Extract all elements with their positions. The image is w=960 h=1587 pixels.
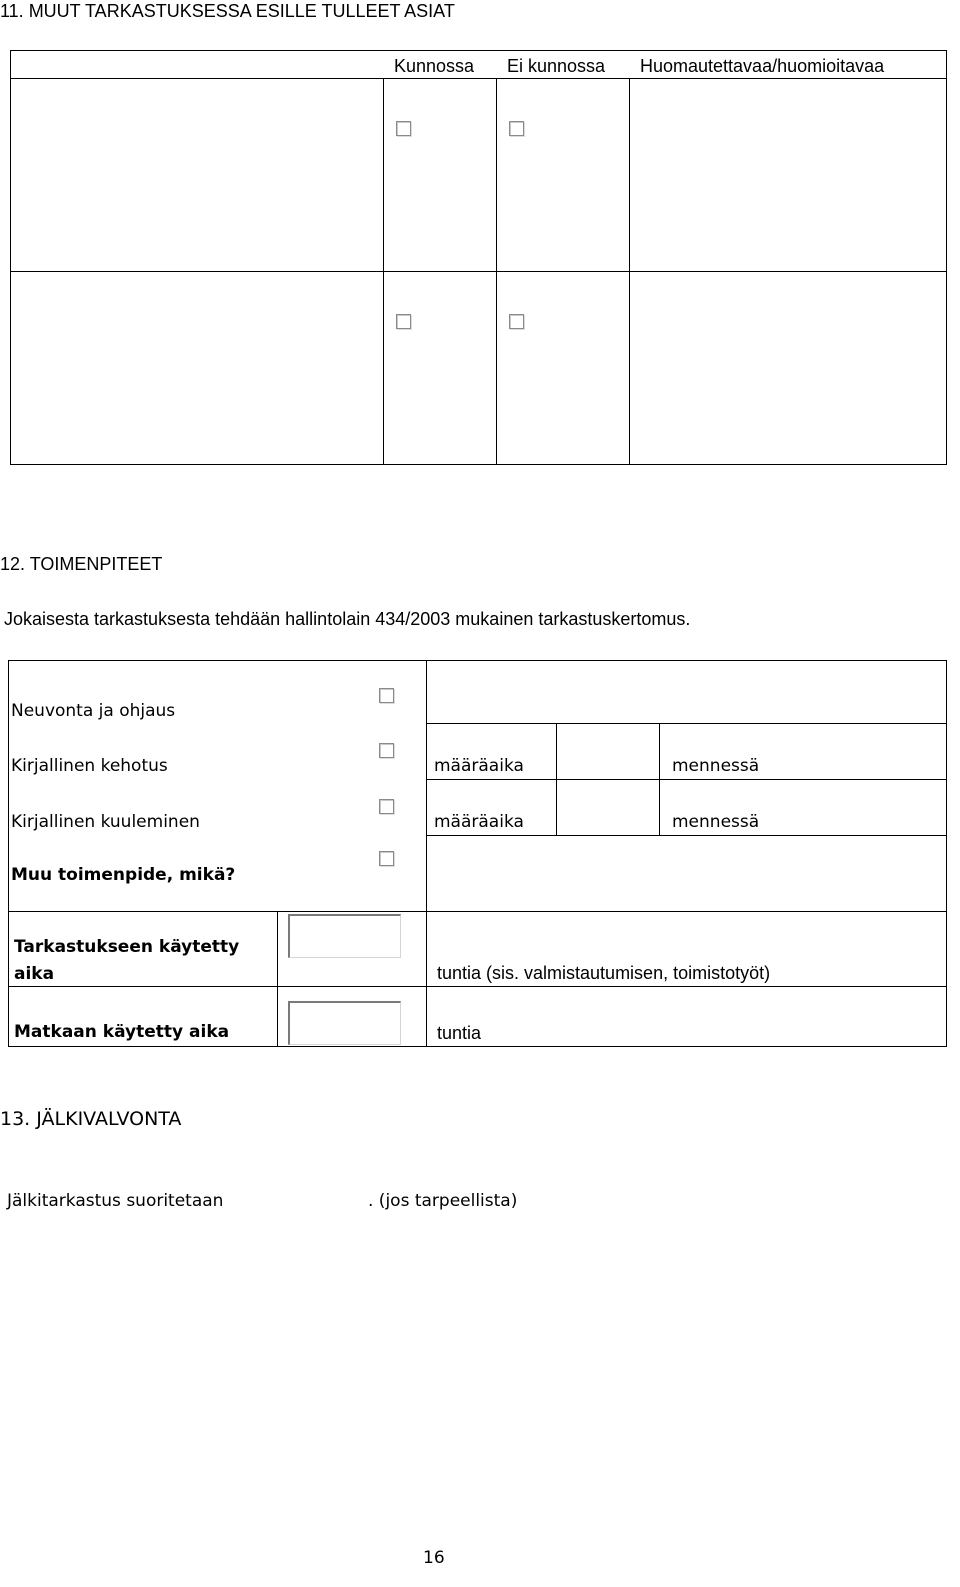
notice-deadline-date-field[interactable] <box>557 724 659 779</box>
row-written-hearing-label: Kirjallinen kuuleminen <box>11 812 200 832</box>
row2-ok-checkbox[interactable] <box>396 314 411 329</box>
travel-time-hours-label: tuntia <box>437 1023 482 1043</box>
page-number: 16 <box>423 1548 445 1568</box>
time-used-hours-note: tuntia (sis. valmistautumisen, toimistotyöt) <box>437 963 771 983</box>
notice-by-label: mennessä <box>672 756 760 776</box>
row2-remarks-cell[interactable] <box>630 272 946 464</box>
time-used-input[interactable] <box>288 914 401 958</box>
row1-ok-checkbox[interactable] <box>396 121 411 136</box>
row1-item-cell[interactable] <box>11 79 383 271</box>
written-notice-checkbox[interactable] <box>379 743 394 758</box>
travel-time-input[interactable] <box>288 1001 401 1045</box>
header-ok: Kunnossa <box>394 56 475 76</box>
row-written-notice-label: Kirjallinen kehotus <box>11 756 168 776</box>
followup-date-field[interactable] <box>245 1188 365 1214</box>
notice-deadline-label: määräaika <box>434 756 524 776</box>
row-advice-label: Neuvonta ja ohjaus <box>11 701 176 721</box>
header-remarks: Huomautettavaa/huomioitavaa <box>640 56 885 76</box>
section-11-title: 11. MUUT TARKASTUKSESSA ESILLE TULLEET ASIAT <box>0 1 455 21</box>
followup-prefix: Jälkitarkastus suoritetaan <box>7 1191 224 1211</box>
hearing-by-label: mennessä <box>672 812 760 832</box>
hearing-deadline-label: määräaika <box>434 812 524 832</box>
time-used-label: Tarkastukseen käytetty aika <box>14 937 240 984</box>
header-not-ok: Ei kunnossa <box>507 56 606 76</box>
other-action-checkbox[interactable] <box>379 851 394 866</box>
row-other-action-label: Muu toimenpide, mikä? <box>11 865 236 885</box>
section-12-title: 12. TOIMENPITEET <box>0 554 163 574</box>
written-hearing-checkbox[interactable] <box>379 799 394 814</box>
travel-time-label: Matkaan käytetty aika <box>14 1022 230 1042</box>
hearing-deadline-date-field[interactable] <box>557 780 659 835</box>
section-12-intro: Jokaisesta tarkastuksesta tehdään hallintolain 434/2003 mukainen tarkastuskertomus. <box>4 609 691 629</box>
followup-suffix: . (jos tarpeellista) <box>368 1191 518 1211</box>
advice-checkbox[interactable] <box>379 688 394 703</box>
other-action-description-field[interactable] <box>427 836 946 911</box>
section-13-title: 13. JÄLKIVALVONTA <box>0 1108 182 1130</box>
row2-item-cell[interactable] <box>11 272 383 464</box>
row1-not-ok-checkbox[interactable] <box>509 121 524 136</box>
row2-not-ok-checkbox[interactable] <box>509 314 524 329</box>
row1-remarks-cell[interactable] <box>630 79 946 271</box>
